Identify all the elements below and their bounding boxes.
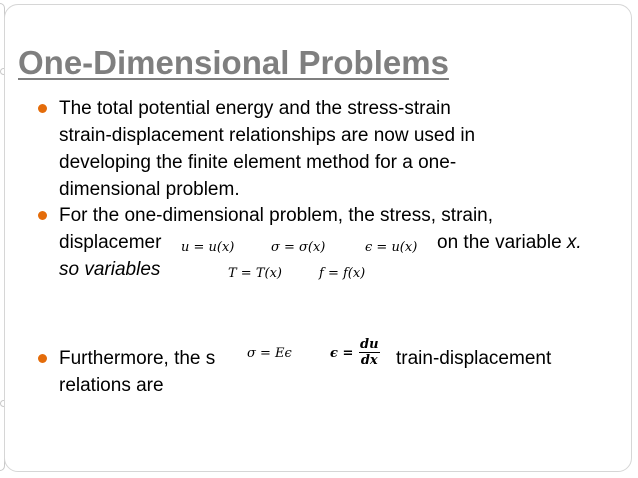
equation-image-row-2 xyxy=(165,260,415,288)
bullet-3-line-2: relations are xyxy=(59,375,164,396)
equation-du-dx xyxy=(359,337,380,368)
bullet-2-line-2-left: displacemer xyxy=(59,232,162,253)
bullet-2-line-2-right: on the variable x. xyxy=(437,232,582,253)
equation-stress-strain: σ = Eϵ xyxy=(247,346,292,361)
equation-f: f = f(x) xyxy=(319,266,366,281)
equation-image-row-3 xyxy=(228,336,396,376)
bullet-3-line-1-right: train-displacement xyxy=(396,348,552,369)
bullet-3-line-1-left: Furthermore, the s xyxy=(59,348,216,369)
bullet-marker xyxy=(38,104,47,113)
bullet-2-line-1: For the one-dimensional problem, the stress, strain, xyxy=(59,205,494,226)
slide-title: One-Dimensional Problems xyxy=(18,44,449,81)
bullet-marker xyxy=(38,211,47,220)
bullet-2-line-3: so variables xyxy=(59,259,161,280)
equation-image-row-1 xyxy=(175,236,432,260)
fraction-numerator: du xyxy=(360,337,379,352)
equation-epsilon: ϵ = u(x) xyxy=(365,240,418,255)
variable-x: x. xyxy=(566,232,582,253)
bullet-1-line-2: strain-displacement relationships are now used in xyxy=(59,125,476,146)
bullet-1-line-3: developing the finite element method for a one- xyxy=(59,152,457,173)
bullet-1-line-1: The total potential energy and the stress-strain xyxy=(59,98,451,119)
fraction-denominator: dx xyxy=(360,353,378,368)
bullet-1-line-4: dimensional problem. xyxy=(59,179,240,200)
equation-T: T = T(x) xyxy=(228,266,282,281)
equation-u: u = u(x) xyxy=(181,240,235,255)
bullet-1 xyxy=(59,95,619,203)
equation-strain-lhs: ϵ = xyxy=(330,346,354,361)
equation-sigma: σ = σ(x) xyxy=(271,240,326,255)
bullet-marker xyxy=(38,354,47,363)
